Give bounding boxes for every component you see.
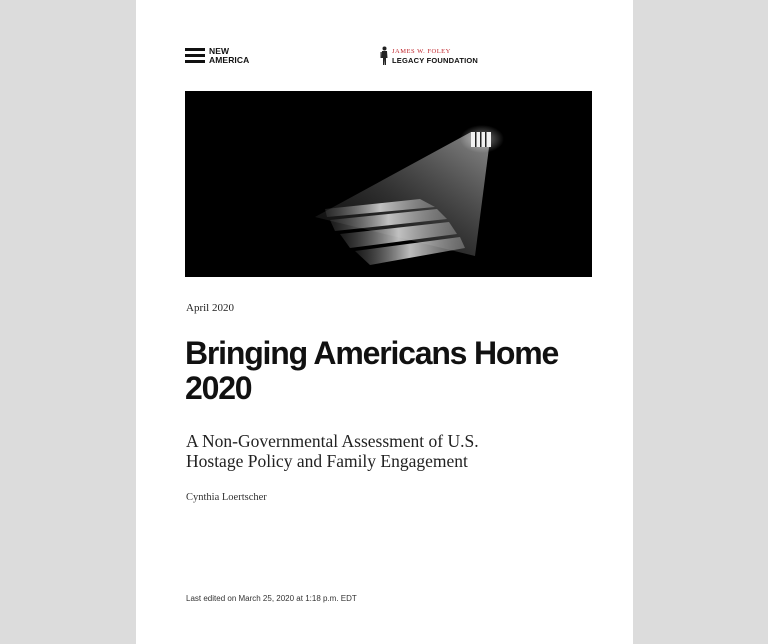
foley-wordmark — [392, 47, 478, 65]
new-america-wordmark — [209, 47, 249, 64]
foley-foundation-logo — [380, 46, 478, 66]
hero-image — [185, 91, 592, 277]
report-subtitle — [186, 431, 606, 471]
foley-line1: JAMES W. FOLEY — [392, 48, 451, 55]
foley-figure-icon — [380, 46, 389, 66]
report-author: Cynthia Loertscher — [186, 492, 267, 503]
report-subtitle-line1: A Non-Governmental Assessment of U.S. — [186, 431, 479, 451]
report-date: April 2020 — [186, 302, 234, 314]
report-title-line1: Bringing Americans Home — [185, 335, 559, 371]
report-subtitle-line2: Hostage Policy and Family Engagement — [186, 451, 468, 471]
report-cover-page — [136, 0, 633, 644]
foley-line2: LEGACY FOUNDATION — [392, 56, 479, 65]
new-america-line1: NEW — [209, 46, 230, 56]
report-title — [185, 336, 615, 406]
prison-window-light-image — [185, 91, 592, 277]
report-title-line2: 2020 — [185, 370, 252, 406]
new-america-logo-icon — [185, 48, 205, 63]
last-edited-note: Last edited on March 25, 2020 at 1:18 p.m. EDT — [186, 594, 357, 603]
new-america-line2: AMERICA — [209, 54, 250, 65]
new-america-logo — [185, 47, 249, 64]
